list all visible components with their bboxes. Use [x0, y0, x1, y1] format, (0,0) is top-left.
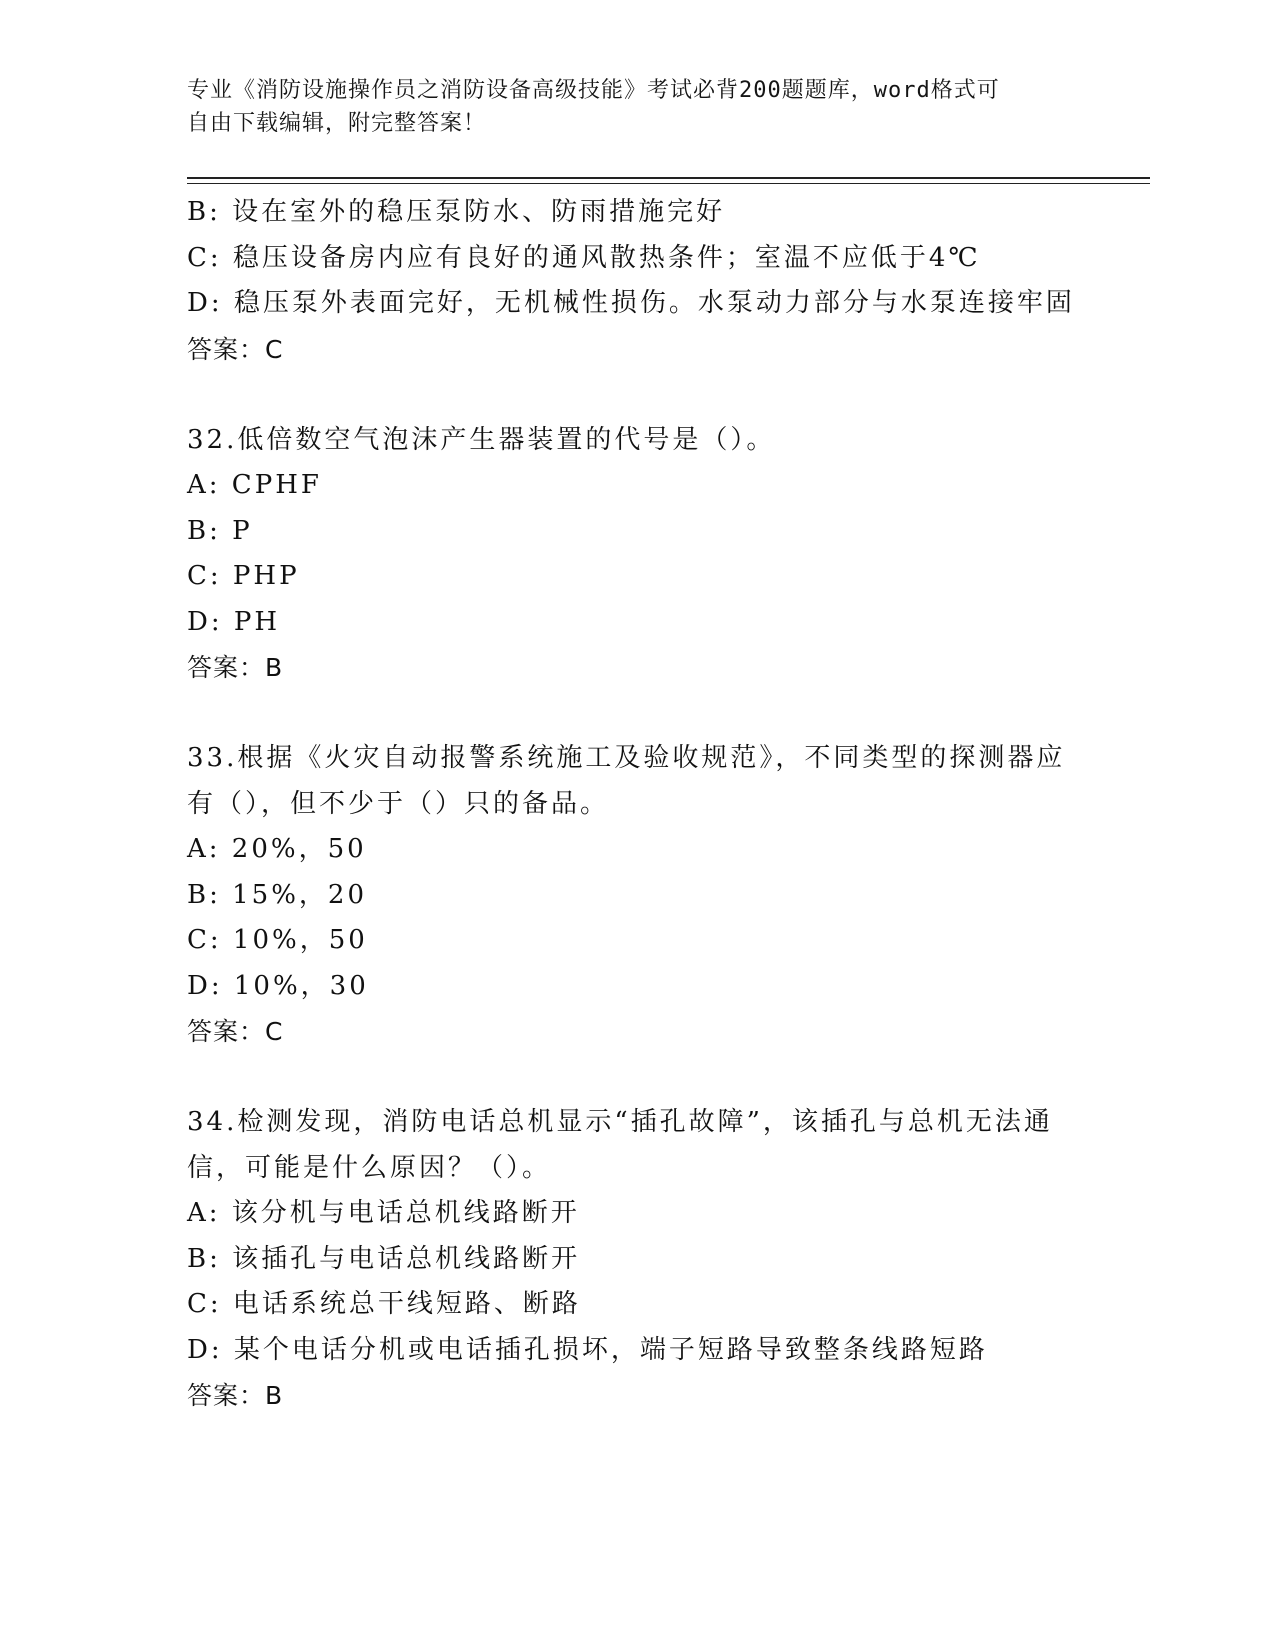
- option-c: C: 10%，50: [187, 925, 368, 955]
- question-list: [187, 190, 1147, 1419]
- option-a: A: CPHF: [187, 470, 322, 500]
- document-header: [187, 74, 1067, 140]
- answer-line: 答案：C: [187, 334, 284, 364]
- answer-line: 答案：B: [187, 1381, 284, 1410]
- question-spacer: [187, 691, 1147, 737]
- question-stem: 33.根据《火灾自动报警系统施工及验收规范》，不同类型的探测器应: [187, 743, 1066, 773]
- question-33: [187, 736, 1147, 1055]
- option-a: A: 20%，50: [187, 834, 367, 864]
- question-spacer: [187, 372, 1147, 418]
- option-b: B: 设在室外的稳压泵防水、防雨措施完好: [187, 197, 726, 227]
- question-stem-continued: 有（），但不少于（）只的备品。: [187, 788, 610, 819]
- question-stem-continued: 信，可能是什么原因？（）。: [187, 1152, 552, 1183]
- option-b: B: P: [187, 515, 253, 546]
- header-divider-thin: [187, 183, 1150, 184]
- question-stem: 34.检测发现，消防电话总机显示“插孔故障”，该插孔与总机无法通: [187, 1107, 1053, 1137]
- question-stem: 32.低倍数空气泡沫产生器装置的代号是（）。: [187, 424, 776, 455]
- question-31-continued: [187, 190, 1147, 372]
- option-c: C: 稳压设备房内应有良好的通风散热条件；室温不应低于4℃: [187, 242, 981, 273]
- option-c: C: 电话系统总干线短路、断路: [187, 1289, 581, 1319]
- header-title-line-1: 专业《消防设施操作员之消防设备高级技能》考试必背200题题库，word格式可: [187, 78, 1000, 103]
- option-d: D: 稳压泵外表面完好，无机械性损伤。水泵动力部分与水泵连接牢固: [187, 288, 1075, 318]
- answer-line: 答案：C: [187, 1017, 284, 1046]
- answer-line: 答案：B: [187, 653, 284, 682]
- question-34: [187, 1100, 1147, 1419]
- question-spacer: [187, 1055, 1147, 1101]
- option-d: D: PH: [187, 606, 281, 637]
- header-title-line-2: 自由下载编辑，附完整答案！: [187, 111, 487, 136]
- question-32: [187, 418, 1147, 691]
- option-a: A: 该分机与电话总机线路断开: [187, 1198, 580, 1228]
- option-b: B: 该插孔与电话总机线路断开: [187, 1243, 581, 1274]
- option-c: C: PHP: [187, 561, 300, 591]
- option-b: B: 15%，20: [187, 879, 368, 910]
- option-d: D: 某个电话分机或电话插孔损坏，端子短路导致整条线路短路: [187, 1334, 988, 1365]
- header-divider-thick: [187, 177, 1150, 179]
- option-d: D: 10%，30: [187, 970, 369, 1001]
